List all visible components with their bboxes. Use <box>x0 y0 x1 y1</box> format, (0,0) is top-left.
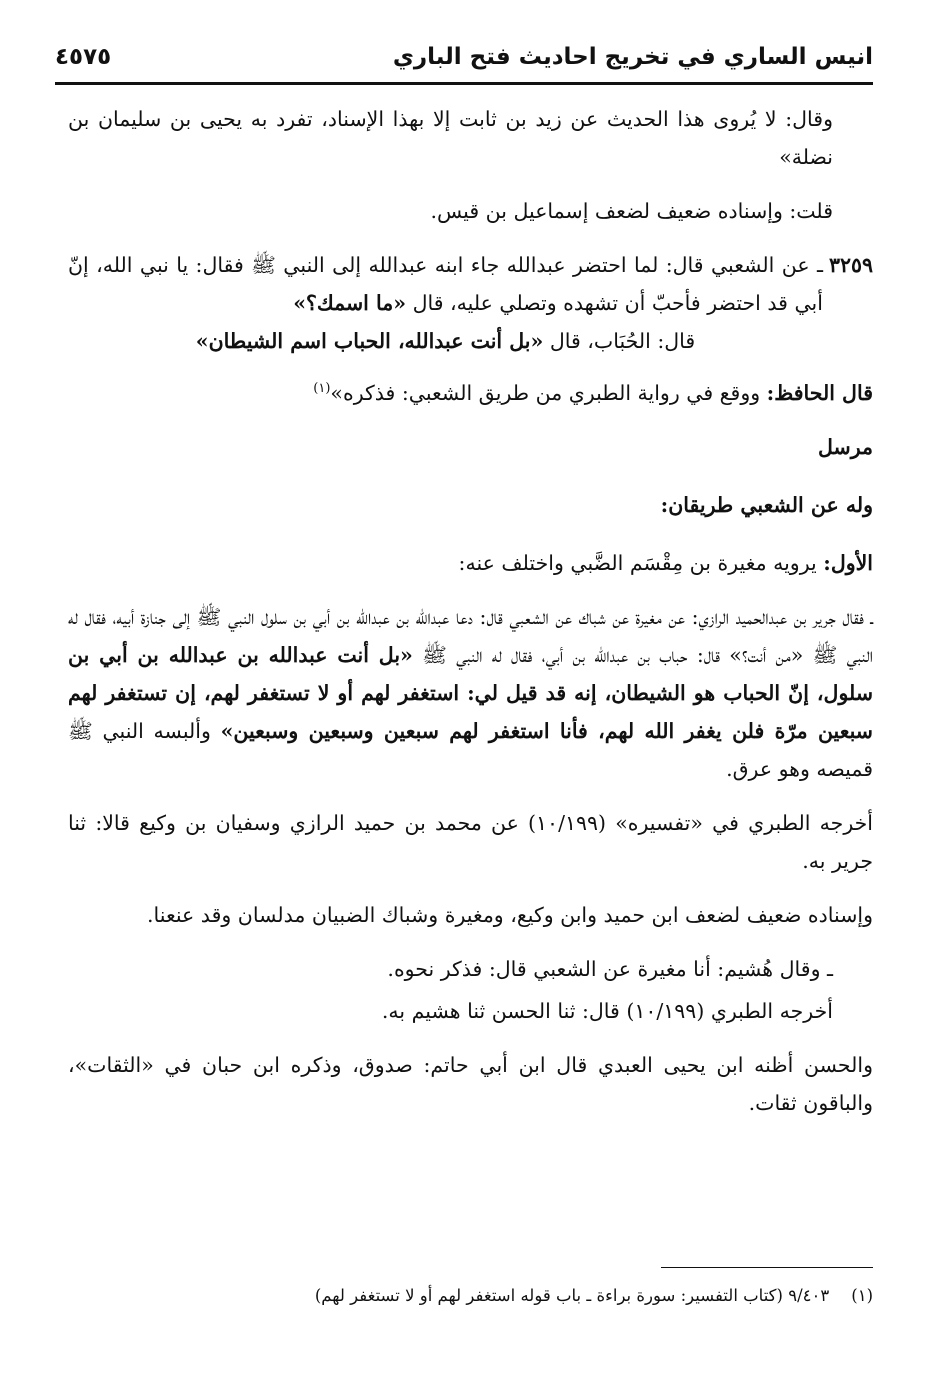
main-text <box>68 100 873 1138</box>
hadith-quote-a: «ما اسمك؟» <box>293 291 407 315</box>
hadith-text <box>68 246 823 360</box>
jarir-text-a: ـ فقال جرير بن عبدالحميد الرازي: عن مغيرة عن شباك عن الشعبي قال: دعا عبدالله بن عبدالله بن أبي بن سلول النبي ﷺ إلى جنازة أبيه، فقال له النبي ﷺ «من أنت؟» قال: حباب بن عبدالله بن أبي، فقال له النبي ﷺ <box>68 605 874 667</box>
hafiz-label: قال الحافظ: <box>766 381 873 405</box>
hadith-quote-b: «بل أنت عبدالله، الحباب اسم الشيطان» <box>195 329 544 353</box>
first-text: يرويه مغيرة بن مِقْسَم الضَّبي واختلف عنه: <box>458 551 824 575</box>
paragraph-hushaym: ـ وقال هُشيم: أنا مغيرة عن الشعبي قال: فذكر نحوه. <box>387 957 833 981</box>
footnote-rule <box>661 1267 873 1268</box>
footnote-ref: (١) <box>313 381 331 397</box>
footnote-text: ٩/٤٠٣ (كتاب التفسير: سورة براءة ـ باب قوله استغفر لهم أو لا تستغفر لهم) <box>314 1286 830 1305</box>
hafiz-text: ووقع في رواية الطبري من طريق الشعبي: فذكره» <box>330 381 767 405</box>
header-title: انيس الساري في تخريج احاديث فتح الباري <box>392 44 873 70</box>
hadith-entry <box>68 246 873 360</box>
hadith-number: ٣٢٥٩ <box>828 253 873 277</box>
paragraph-hafiz <box>68 374 873 412</box>
hadith-text-a: ـ عن الشعبي قال: لما احتضر عبدالله جاء ابنه عبدالله إلى النبي ﷺ فقال: يا نبي الله، إنّ أبي قد احتضر فأحبّ أن تشهده وتصلي عليه، قال <box>68 253 823 315</box>
paragraph-takhrij-1: أخرجه الطبري في «تفسيره» (١٠/١٩٩) عن محمد بن حميد الرازي وسفيان بن وكيع قالا: ثنا جرير به. <box>68 811 873 873</box>
running-header <box>55 34 873 80</box>
hadith-last-line <box>68 322 823 360</box>
first-label: الأول: <box>823 551 873 575</box>
hadith-text-b: قال: الحُبَاب، قال <box>543 329 696 353</box>
footnote <box>70 1282 873 1310</box>
heading-two-ways: وله عن الشعبي طريقان: <box>660 493 873 517</box>
paragraph-hasan: والحسن أظنه ابن يحيى العبدي قال ابن أبي حاتم: صدوق، وذكره ابن حبان في «الثقات»، والباقون ثقات. <box>68 1053 873 1115</box>
page-number: ٤٥٧٥ <box>55 44 112 70</box>
paragraph-jarir <box>68 598 873 788</box>
jarir-quote: «بل أنت عبدالله بن عبدالله بن أبي بن سلول، إنّ الحباب هو الشيطان، إنه قد قيل لي: استغفر لهم أو لا تستغفر لهم، إن تستغفر لهم سبعين مرّة فلن يغفر الله لهم، فأنا استغفر لهم سبعين وسبعين وسبعين» <box>68 643 873 743</box>
heading-mursal: مرسل <box>818 435 873 459</box>
paragraph-isnad: وإسناده ضعيف لضعف ابن حميد وابن وكيع، ومغيرة وشباك الضبيان مدلسان وقد عنعنا. <box>147 903 873 927</box>
paragraph-takhrij-2: أخرجه الطبري (١٠/١٩٩) قال: ثنا الحسن ثنا هشيم به. <box>381 999 833 1023</box>
footnote-number: (١) <box>851 1286 873 1305</box>
paragraph-qultu: قلت: وإسناده ضعيف لضعف إسماعيل بن قيس. <box>430 199 833 223</box>
paragraph-first-way <box>68 544 873 582</box>
jarir-text-b: وألبسه النبي ﷺ قميصه وهو عرق. <box>68 719 873 781</box>
header-rule <box>55 82 873 85</box>
paragraph-riwaya: وقال: لا يُروى هذا الحديث عن زيد بن ثابت إلا بهذا الإسناد، تفرد به يحيى بن سليمان بن نضلة» <box>68 107 833 169</box>
